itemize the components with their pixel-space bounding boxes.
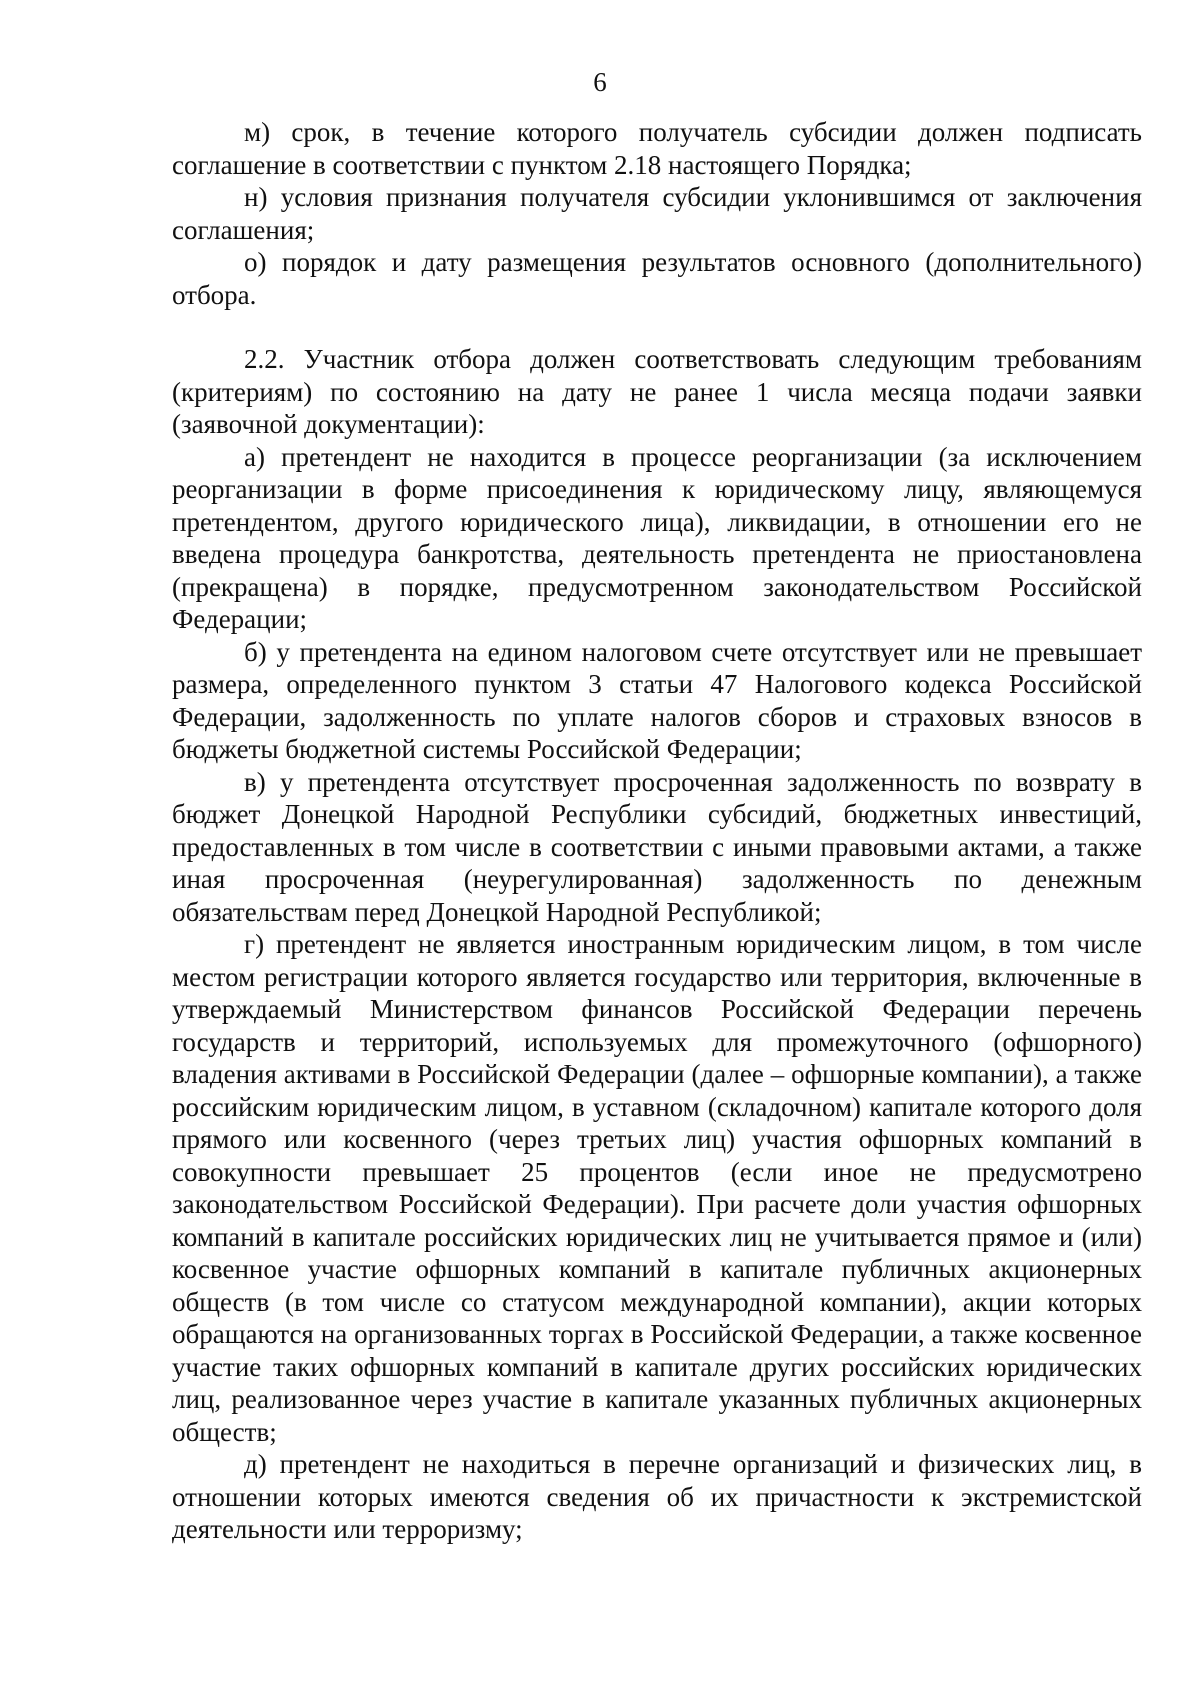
paragraph-item-b: б) у претендента на едином налоговом счете отсутствует или не превышает размера, определенного пунктом 3 статьи 47 Налогового кодекса Российской Федерации, задолженность по уплате налогов сборов и страховых взносов в бюджеты бюджетной системы Российской Федерации; [172,636,1142,764]
paragraph-item-d: д) претендент не находиться в перечне организаций и физических лиц, в отношении которых имеются сведения об их причастности к экстремистской деятельности или терроризму; [172,1449,1142,1544]
page-number: 6 [593,67,607,97]
paragraph-item-a: а) претендент не находится в процессе реорганизации (за исключением реорганизации в форме присоединения к юридическому лицу, являющемуся претендентом, другого юридического лица), ликвидации, в отношении его не введена процедура банкротства, деятельность претендента не приостановлена (прекращена) в порядке, предусмотренном законодательством Российской Федерации; [172,441,1142,634]
section-spacer [172,311,1142,343]
paragraph-item-g: г) претендент не является иностранным юридическим лицом, в том числе местом регистрации которого является государство или территория, включенные в утверждаемый Министерством финансов Российской Федерации перечень государств и территорий, используемых для промежуточного (офшорного) владения активами в Российской Федерации (далее – офшорные компании), а также российским юридическим лицом, в уставном (складочном) капитале которого доля прямого или косвенного (через третьих лиц) участия офшорных компаний в совокупности превышает 25 процентов (если иное не предусмотрено законодательством Российской Федерации). При расчете доли участия офшорных компаний в капитале российских юридических лиц не учитывается прямое и (или) косвенное участие офшорных компаний в капитале публичных акционерных обществ (в том числе со статусом международной компании), акции которых обращаются на организованных торгах в Российской Федерации, а также косвенное участие таких офшорных компаний в капитале других российских юридических лиц, реализованное через участие в капитале указанных публичных акционерных обществ; [172,929,1142,1447]
paragraph-item-v: в) у претендента отсутствует просроченная задолженность по возврату в бюджет Донецкой Народной Республики субсидий, бюджетных инвестиций, предоставленных в том числе в соответствии с иными правовыми актами, а также иная просроченная (неурегулированная) задолженность по денежным обязательствам перед Донецкой Народной Республикой; [172,766,1142,927]
paragraph-item-n: н) условия признания получателя субсидии уклонившимся от заключения соглашения; [172,182,1142,245]
paragraph-item-o: о) порядок и дату размещения результатов основного (дополнительного) отбора. [172,247,1142,310]
paragraph-item-m: м) срок, в течение которого получатель субсидии должен подписать соглашение в соответствии с пунктом 2.18 настоящего Порядка; [172,117,1142,180]
paragraph-section-2-2: 2.2. Участник отбора должен соответствовать следующим требованиям (критериям) по состоянию на дату не ранее 1 числа месяца подачи заявки (заявочной документации): [172,344,1142,439]
document-body [172,116,1142,1546]
